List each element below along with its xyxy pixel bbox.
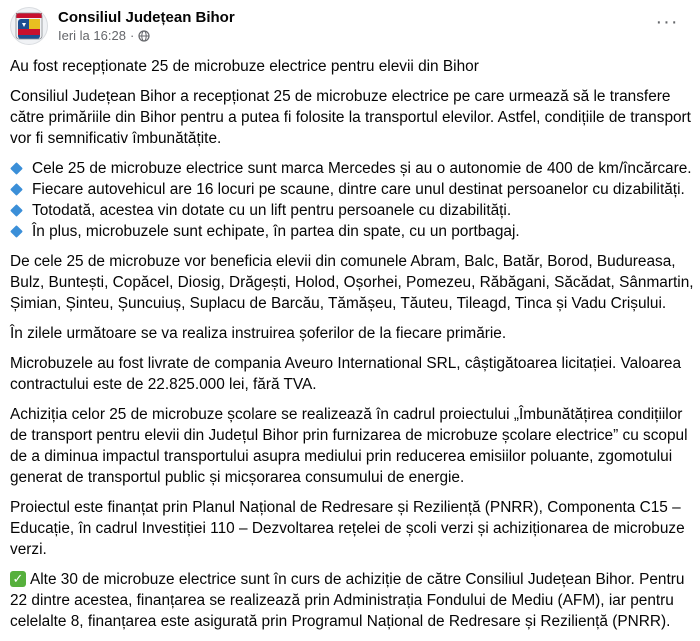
post-time-row [58, 27, 235, 44]
county-coat-of-arms-icon [14, 11, 44, 41]
check-mark-icon: ✓ [10, 571, 26, 587]
paragraph-more-text: Alte 30 de microbuze electrice sunt în curs de achiziție de către Consiliul Județean Bihor. Pentru 22 dintre acestea, finanțarea se realizează prin Administrația Fondului de Mediu (AFM), iar pentru celelalte 8, finanțarea este asigurată prin Programul Național de Redresare și Reziliență (PNRR). [10, 571, 685, 630]
list-item-text: Fiecare autovehicul are 16 locuri pe scaune, dintre care unul destinat persoanelor cu dizabilități. [32, 181, 685, 198]
post-header [10, 4, 235, 48]
post-meta [58, 8, 235, 44]
blue-diamond-icon [10, 162, 23, 175]
post-body [10, 56, 694, 641]
paragraph-training: În zilele următoare se va realiza instruirea șoferilor de la fiecare primărie. [10, 325, 507, 342]
avatar[interactable] [10, 7, 48, 45]
page-name-link[interactable]: Consiliul Județean Bihor [58, 9, 235, 26]
post-title: Au fost recepționate 25 de microbuze electrice pentru elevii din Bihor [10, 58, 479, 75]
meta-separator: · [129, 28, 135, 43]
list-item [10, 158, 694, 179]
paragraph-funding: Proiectul este finanțat prin Planul Național de Redresare și Reziliență (PNRR), Componenta C15 – Educație, în cadrul Investiției 110 – Dezvoltarea rețelei de școli verzi și achiziționarea de microbuze verzi. [10, 499, 685, 558]
list-item-text: În plus, microbuzele sunt echipate, în partea din spate, cu un portbagaj. [32, 223, 520, 240]
list-item [10, 200, 694, 221]
post-intro: Consiliul Județean Bihor a recepționat 25 de microbuze electrice pe care urmează să le transfere către primăriile din Bihor pentru a putea fi folosite la transportul elevilor. Astfel, condițiile de transport vor fi semnificativ îmbunătățite. [10, 88, 691, 147]
blue-diamond-icon [10, 225, 23, 238]
list-item-text: Cele 25 de microbuze electrice sunt marca Mercedes și au o autonomie de 400 de km/încărcare. [32, 160, 692, 177]
paragraph-communes: De cele 25 de microbuze vor beneficia elevii din comunele Abram, Balc, Batăr, Borod, Budureasa, Bulz, Buntești, Copăcel, Diosig, Drăgești, Holod, Oșorhei, Pomezeu, Răbăgani, Săcădat, Sânmartin, Șimian, Șinteu, Șuncuiuș, Suplacu de Barcău, Tămășeu, Tăuteu, Tileagd, Tinca și Vadu Crișului. [10, 253, 694, 312]
list-item [10, 179, 694, 200]
paragraph-delivery: Microbuzele au fost livrate de compania Aveuro International SRL, câștigătoarea licitației. Valoarea contractului este de 22.825.000 lei, fără TVA. [10, 355, 682, 393]
list-item [10, 221, 694, 242]
paragraph-project: Achiziția celor 25 de microbuze școlare se realizează în cadrul proiectului „Îmbunătățirea condițiilor de transport pentru elevii din Județul Bihor prin furnizarea de microbuze școlare electrice” cu scopul de a diminua impactul transportului asupra mediului prin reducerea emisiilor poluante, zgomotului generat de transportul public și micșorarea consumului de energie. [10, 406, 688, 486]
more-options-button[interactable]: ··· [655, 10, 679, 33]
list-item-text: Totodată, acestea vin dotate cu un lift pentru persoanele cu dizabilități. [32, 202, 512, 219]
paragraph-more [10, 569, 694, 632]
blue-diamond-icon [10, 183, 23, 196]
blue-diamond-icon [10, 204, 23, 217]
globe-icon[interactable] [138, 30, 150, 42]
bullet-list [10, 158, 694, 242]
post-timestamp[interactable]: Ieri la 16:28 [58, 28, 126, 43]
